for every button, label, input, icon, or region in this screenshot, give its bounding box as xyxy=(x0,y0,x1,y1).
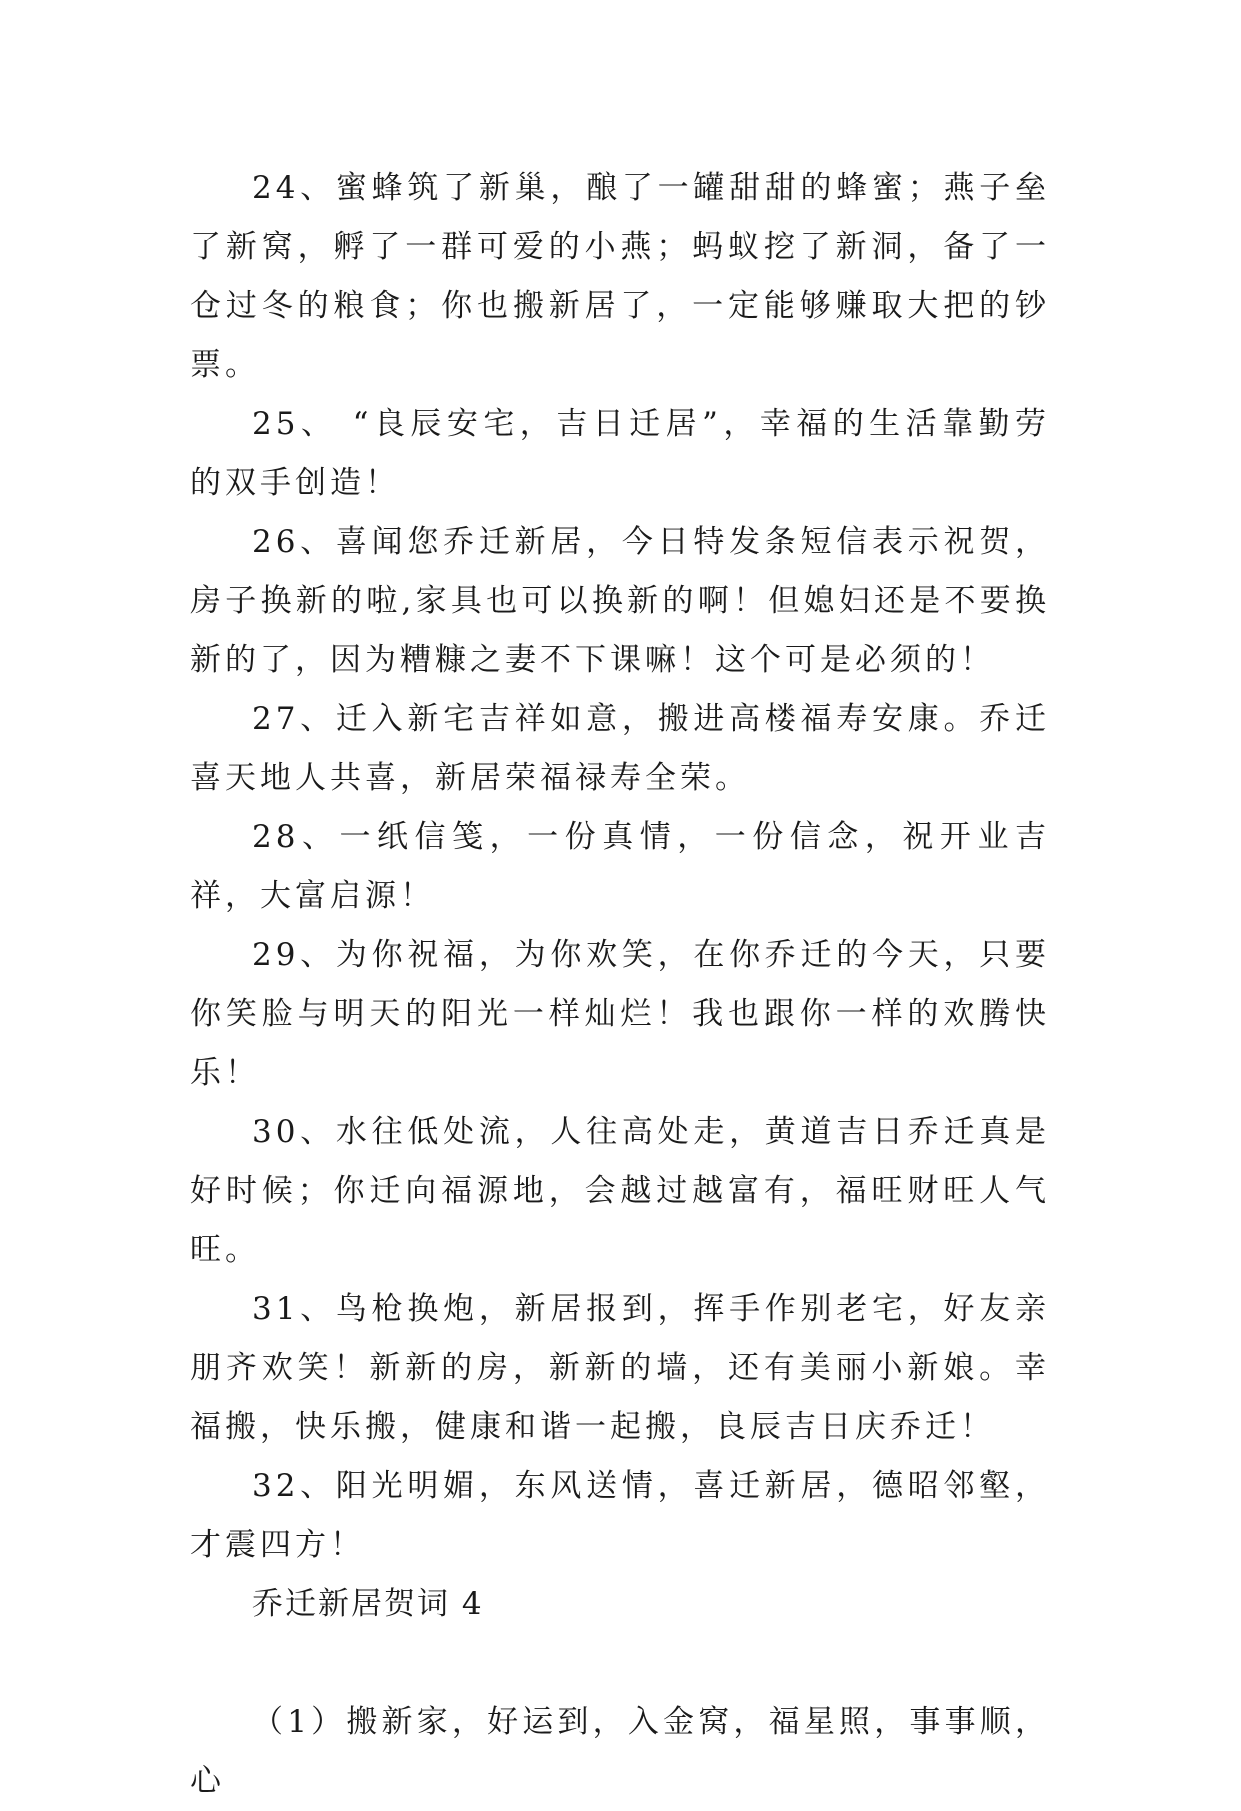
paragraph-27: 27、迁入新宅吉祥如意，搬进高楼福寿安康。乔迁喜天地人共喜，新居荣福禄寿全荣。 xyxy=(190,701,1050,796)
paragraph-24: 24、蜜蜂筑了新巢，酿了一罐甜甜的蜂蜜；燕子垒了新窝，孵了一群可爱的小燕；蚂蚁挖了新洞，备了一仓过冬的粮食；你也搬新居了，一定能够赚取大把的钞票。 xyxy=(190,170,1050,383)
section-heading: 乔迁新居贺词 4 xyxy=(252,1586,484,1622)
paragraph-29: 29、为你祝福，为你欢笑，在你乔迁的今天，只要你笑脸与明天的阳光一样灿烂！我也跟你一样的欢腾快乐！ xyxy=(190,937,1050,1091)
paragraph-32: 32、阳光明媚，东风送情，喜迁新居，德昭邻壑，才震四方！ xyxy=(190,1468,1050,1563)
paragraph-28: 28、一纸信笺，一份真情，一份信念，祝开业吉祥，大富启源！ xyxy=(190,819,1050,914)
paragraph-25: 25、 “良辰安宅，吉日迁居”，幸福的生活靠勤劳的双手创造！ xyxy=(190,406,1050,501)
paragraph-30: 30、水往低处流，人往高处走，黄道吉日乔迁真是好时候；你迁向福源地，会越过越富有，福旺财旺人气旺。 xyxy=(190,1114,1050,1268)
document-body xyxy=(190,159,1050,1811)
blank-line xyxy=(190,1634,1050,1693)
list-item-1: （1）搬新家，好运到，入金窝，福星照，事事顺，心 xyxy=(190,1704,1050,1799)
paragraph-26: 26、喜闻您乔迁新居，今日特发条短信表示祝贺，房子换新的啦,家具也可以换新的啊！但媳妇还是不要换新的了，因为糟糠之妻不下课嘛！这个可是必须的！ xyxy=(190,524,1050,678)
paragraph-31: 31、鸟枪换炮，新居报到，挥手作别老宅，好友亲朋齐欢笑！新新的房，新新的墙，还有美丽小新娘。幸福搬，快乐搬，健康和谐一起搬，良辰吉日庆乔迁！ xyxy=(190,1291,1050,1445)
